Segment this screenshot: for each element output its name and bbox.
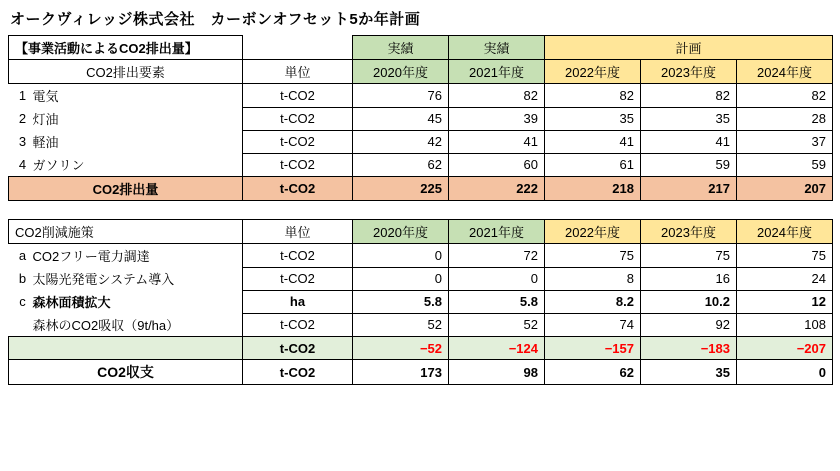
row-name-cell: [9, 84, 243, 108]
cell-value: 0: [353, 244, 449, 268]
balance-value: 0: [737, 360, 833, 385]
column-header-unit: 単位: [243, 60, 353, 84]
balance-value: 35: [641, 360, 737, 385]
cell-value: 24: [737, 267, 833, 290]
row-label: 電気: [32, 89, 59, 104]
column-header-year-2024: 2024年度: [737, 220, 833, 244]
cell-value: 74: [545, 313, 641, 337]
cell-value: 75: [641, 244, 737, 268]
cell-value: 52: [449, 313, 545, 337]
subtotal-unit: t-CO2: [243, 337, 353, 360]
cell-value: 35: [641, 107, 737, 130]
cell-value: 52: [353, 313, 449, 337]
cell-value: 59: [737, 153, 833, 177]
row-name-cell: [9, 290, 243, 313]
subtotal-value: −157: [545, 337, 641, 360]
group-header-plan: 計画: [545, 36, 833, 60]
table-header-row: [9, 60, 833, 84]
table-gap: [8, 201, 832, 219]
cell-value: 61: [545, 153, 641, 177]
column-header-year-2023: 2023年度: [641, 220, 737, 244]
row-unit: t-CO2: [243, 107, 353, 130]
cell-value: 39: [449, 107, 545, 130]
cell-value: 41: [449, 130, 545, 153]
row-label: CO2フリー電力調達: [32, 249, 150, 264]
row-index: 4: [18, 157, 27, 172]
row-unit: t-CO2: [243, 244, 353, 268]
cell-value: 8: [545, 267, 641, 290]
cell-value: 92: [641, 313, 737, 337]
balance-label: CO2収支: [9, 360, 243, 385]
row-label: 軽油: [32, 135, 59, 150]
cell-value: 8.2: [545, 290, 641, 313]
table-row: [9, 130, 833, 153]
spacer-cell: [243, 36, 353, 60]
row-name-cell: [9, 244, 243, 268]
row-name-cell: [9, 107, 243, 130]
total-value: 222: [449, 177, 545, 201]
total-value: 207: [737, 177, 833, 201]
row-unit: t-CO2: [243, 313, 353, 337]
column-header-measures: CO2削減施策: [9, 220, 243, 244]
table-row: [9, 153, 833, 177]
column-header-year-2023: 2023年度: [641, 60, 737, 84]
cell-value: 75: [737, 244, 833, 268]
balance-row: [9, 360, 833, 385]
total-unit: t-CO2: [243, 177, 353, 201]
row-unit: t-CO2: [243, 130, 353, 153]
subtotal-value: −124: [449, 337, 545, 360]
row-label: 灯油: [32, 112, 59, 127]
row-label: 森林のCO2吸収（9t/ha）: [32, 318, 180, 333]
total-value: 217: [641, 177, 737, 201]
subtotal-value: −183: [641, 337, 737, 360]
row-index: a: [18, 248, 27, 263]
row-name-cell: [9, 130, 243, 153]
cell-value: 41: [545, 130, 641, 153]
cell-value: 12: [737, 290, 833, 313]
table-row: [9, 290, 833, 313]
row-unit: t-CO2: [243, 267, 353, 290]
subtotal-label: [9, 337, 243, 360]
balance-unit: t-CO2: [243, 360, 353, 385]
cell-value: 42: [353, 130, 449, 153]
page-title: オークヴィレッジ株式会社 カーボンオフセット5か年計画: [10, 11, 421, 28]
balance-value: 98: [449, 360, 545, 385]
emissions-table: [8, 35, 833, 201]
row-name-cell: [9, 267, 243, 290]
total-row: [9, 177, 833, 201]
cell-value: 82: [641, 84, 737, 108]
cell-value: 60: [449, 153, 545, 177]
cell-value: 45: [353, 107, 449, 130]
row-unit: t-CO2: [243, 153, 353, 177]
row-label: 森林面積拡大: [32, 295, 111, 310]
column-header-year-2020: 2020年度: [353, 220, 449, 244]
table-header-row: [9, 220, 833, 244]
row-unit: ha: [243, 290, 353, 313]
column-header-unit: 単位: [243, 220, 353, 244]
cell-value: 72: [449, 244, 545, 268]
row-index: 3: [18, 134, 27, 149]
table-row: [9, 107, 833, 130]
cell-value: 82: [449, 84, 545, 108]
row-unit: t-CO2: [243, 84, 353, 108]
cell-value: 16: [641, 267, 737, 290]
row-index: [9, 313, 31, 336]
total-value: 218: [545, 177, 641, 201]
table-row: [9, 84, 833, 108]
table-row: [9, 267, 833, 290]
column-header-year-2022: 2022年度: [545, 60, 641, 84]
cell-value: 5.8: [353, 290, 449, 313]
section-label: 【事業活動によるCO2排出量】: [9, 36, 243, 60]
balance-value: 173: [353, 360, 449, 385]
subtotal-value: −52: [353, 337, 449, 360]
column-header-year-2022: 2022年度: [545, 220, 641, 244]
table-row: [9, 313, 833, 337]
row-label: ガソリン: [32, 158, 85, 173]
column-header-year-2021: 2021年度: [449, 220, 545, 244]
row-name-cell: [9, 153, 243, 177]
cell-value: 0: [353, 267, 449, 290]
row-label: 太陽光発電システム導入: [32, 272, 175, 287]
row-index: 1: [18, 88, 27, 103]
cell-value: 76: [353, 84, 449, 108]
column-header-year-2020: 2020年度: [353, 60, 449, 84]
cell-value: 37: [737, 130, 833, 153]
cell-value: 5.8: [449, 290, 545, 313]
row-name-cell: [9, 313, 243, 337]
group-header-actual-1: 実績: [353, 36, 449, 60]
cell-value: 35: [545, 107, 641, 130]
column-header-year-2024: 2024年度: [737, 60, 833, 84]
subtotal-value: −207: [737, 337, 833, 360]
subtotal-row: [9, 337, 833, 360]
cell-value: 75: [545, 244, 641, 268]
cell-value: 59: [641, 153, 737, 177]
row-index: c: [19, 294, 26, 309]
cell-value: 0: [449, 267, 545, 290]
cell-value: 62: [353, 153, 449, 177]
cell-value: 41: [641, 130, 737, 153]
balance-value: 62: [545, 360, 641, 385]
table-group-header-row: [9, 36, 833, 60]
cell-value: 28: [737, 107, 833, 130]
row-index: 2: [18, 111, 27, 126]
reduction-measures-table: [8, 219, 833, 385]
cell-value: 82: [737, 84, 833, 108]
cell-value: 108: [737, 313, 833, 337]
row-index: b: [18, 271, 27, 286]
column-header-year-2021: 2021年度: [449, 60, 545, 84]
group-header-actual-2: 実績: [449, 36, 545, 60]
table-row: [9, 244, 833, 268]
column-header-factor: CO2排出要素: [9, 60, 243, 84]
total-value: 225: [353, 177, 449, 201]
cell-value: 10.2: [641, 290, 737, 313]
total-label: CO2排出量: [9, 177, 243, 201]
cell-value: 82: [545, 84, 641, 108]
